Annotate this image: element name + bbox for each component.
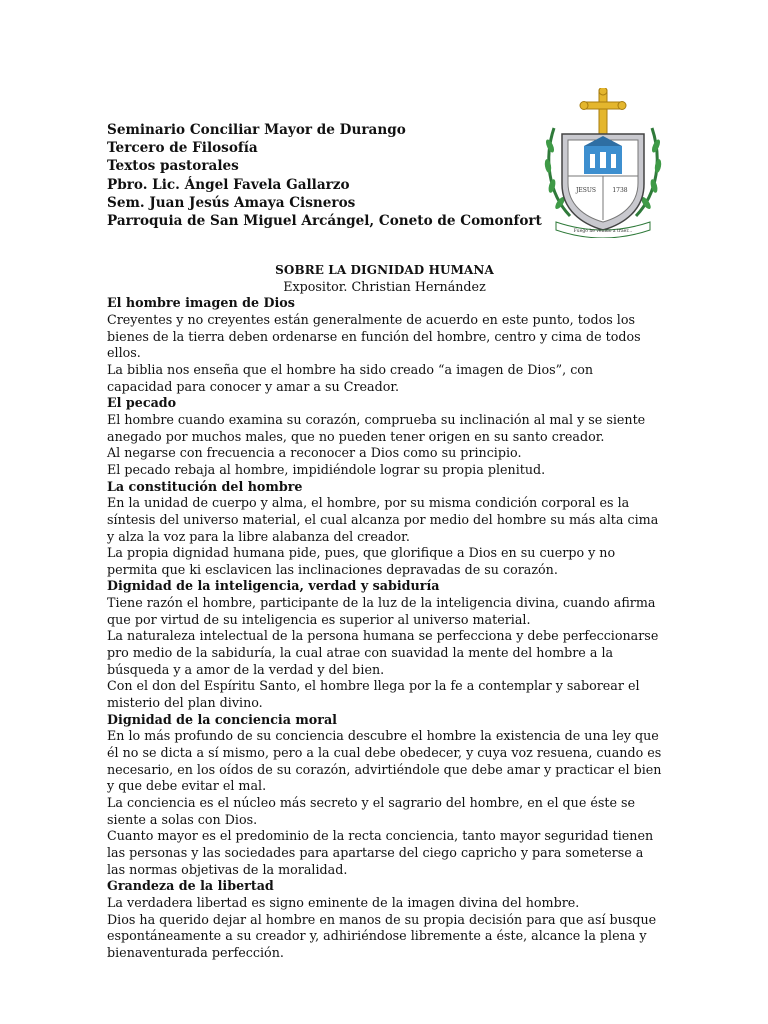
header-line-professor: Pbro. Lic. Ángel Favela Gallarzo <box>107 176 350 193</box>
header-line-parish: Parroquia de San Miguel Arcángel, Coneto de Comonfort <box>107 213 542 230</box>
section-paragraph: Al negarse con frecuencia a reconocer a Dios como su principio. <box>107 445 522 461</box>
section-paragraph: La propia dignidad humana pide, pues, que glorifique a Dios en su cuerpo y no permita que ki esclavicen las inclinaciones depravadas de su corazón. <box>107 545 616 577</box>
section-paragraph: La naturaleza intelectual de la persona humana se perfecciona y debe perfeccionarse pro medio de la sabiduría, la cual atrae con suavidad la mente del hombre a la búsqueda y a amor de la verdad y del bien. <box>107 628 659 677</box>
crest-left-text: JESUS <box>575 187 597 194</box>
section-paragraph: Dios ha querido dejar al hombre en manos de su propia decisión para que así busque espontáneamente a su creador y, adhiriéndose libremente a éste, alcance la plena y bienaventurada perfección. <box>107 911 657 960</box>
section-paragraph: La biblia nos enseña que el hombre ha sido creado “a imagen de Dios”, con capacidad para conocer y amar a su Creador. <box>107 361 594 394</box>
section-heading: El pecado <box>107 395 177 411</box>
section-paragraph: La verdadera libertad es signo eminente de la imagen divina del hombre. <box>107 894 580 910</box>
section-paragraph: Con el don del Espíritu Santo, el hombre llega por la fe a contemplar y saborear el misterio del plan divino. <box>107 678 640 711</box>
section-heading: Dignidad de la conciencia moral <box>107 711 337 727</box>
crest-motto: Fuego he venido a traer... <box>573 229 633 234</box>
header-line-subject: Textos pastorales <box>107 158 239 175</box>
section-paragraph: El hombre cuando examina su corazón, comprueba su inclinación al mal y se siente anegado por muchos males, que no pueden tener origen en su santo creador. <box>107 411 646 444</box>
section-paragraph: Cuanto mayor es el predominio de la recta conciencia, tanto mayor seguridad tienen las personas y las sociedades para apartarse del ciego capricho y para someterse a las normas objetivas de la moralidad. <box>107 828 654 877</box>
crest-right-text: 1738 <box>612 187 628 194</box>
header-line-course: Tercero de Filosofía <box>107 140 258 157</box>
section-paragraph: En lo más profundo de su conciencia descubre el hombre la existencia de una ley que él no se dicta a sí mismo, pero a la cual debe obedecer, y cuya voz resuena, cuando es necesario, en los oídos de su corazón, advirtiéndole que debe amar y practicar el bien y que debe evitar el mal. <box>107 728 662 794</box>
section-heading: La constitución del hombre <box>107 478 303 494</box>
document-header <box>107 121 542 230</box>
document-body <box>107 262 662 962</box>
header-line-student: Sem. Juan Jesús Amaya Cisneros <box>107 194 356 211</box>
document-subtitle: Expositor. Christian Hernández <box>283 278 486 294</box>
section-paragraph: El pecado rebaja al hombre, impidiéndole lograr su propia plenitud. <box>107 461 546 477</box>
document-title: SOBRE LA DIGNIDAD HUMANA <box>275 263 494 277</box>
section-paragraph: La conciencia es el núcleo más secreto y el sagrario del hombre, en el que éste se siente a solas con Dios. <box>107 795 636 827</box>
seminary-crest-logo <box>540 88 666 238</box>
header-line-seminary: Seminario Conciliar Mayor de Durango <box>107 122 406 138</box>
section-paragraph: En la unidad de cuerpo y alma, el hombre, por su misma condición corporal es la síntesis del universo material, el cual alcanza por medio del hombre su más alta cima y alza la voz para la libre alabanza del creador. <box>107 495 659 544</box>
section-paragraph: Creyentes y no creyentes están generalmente de acuerdo en este punto, todos los bienes de la tierra deben ordenarse en función del hombre, centro y cima de todos ellos. <box>107 311 641 361</box>
section-heading: El hombre imagen de Dios <box>107 295 295 311</box>
section-heading: Dignidad de la inteligencia, verdad y sabiduría <box>107 578 440 594</box>
section-heading: Grandeza de la libertad <box>107 878 274 894</box>
section-paragraph: Tiene razón el hombre, participante de la luz de la inteligencia divina, cuando afirma que por virtud de su inteligencia es superior al universo material. <box>107 595 656 627</box>
